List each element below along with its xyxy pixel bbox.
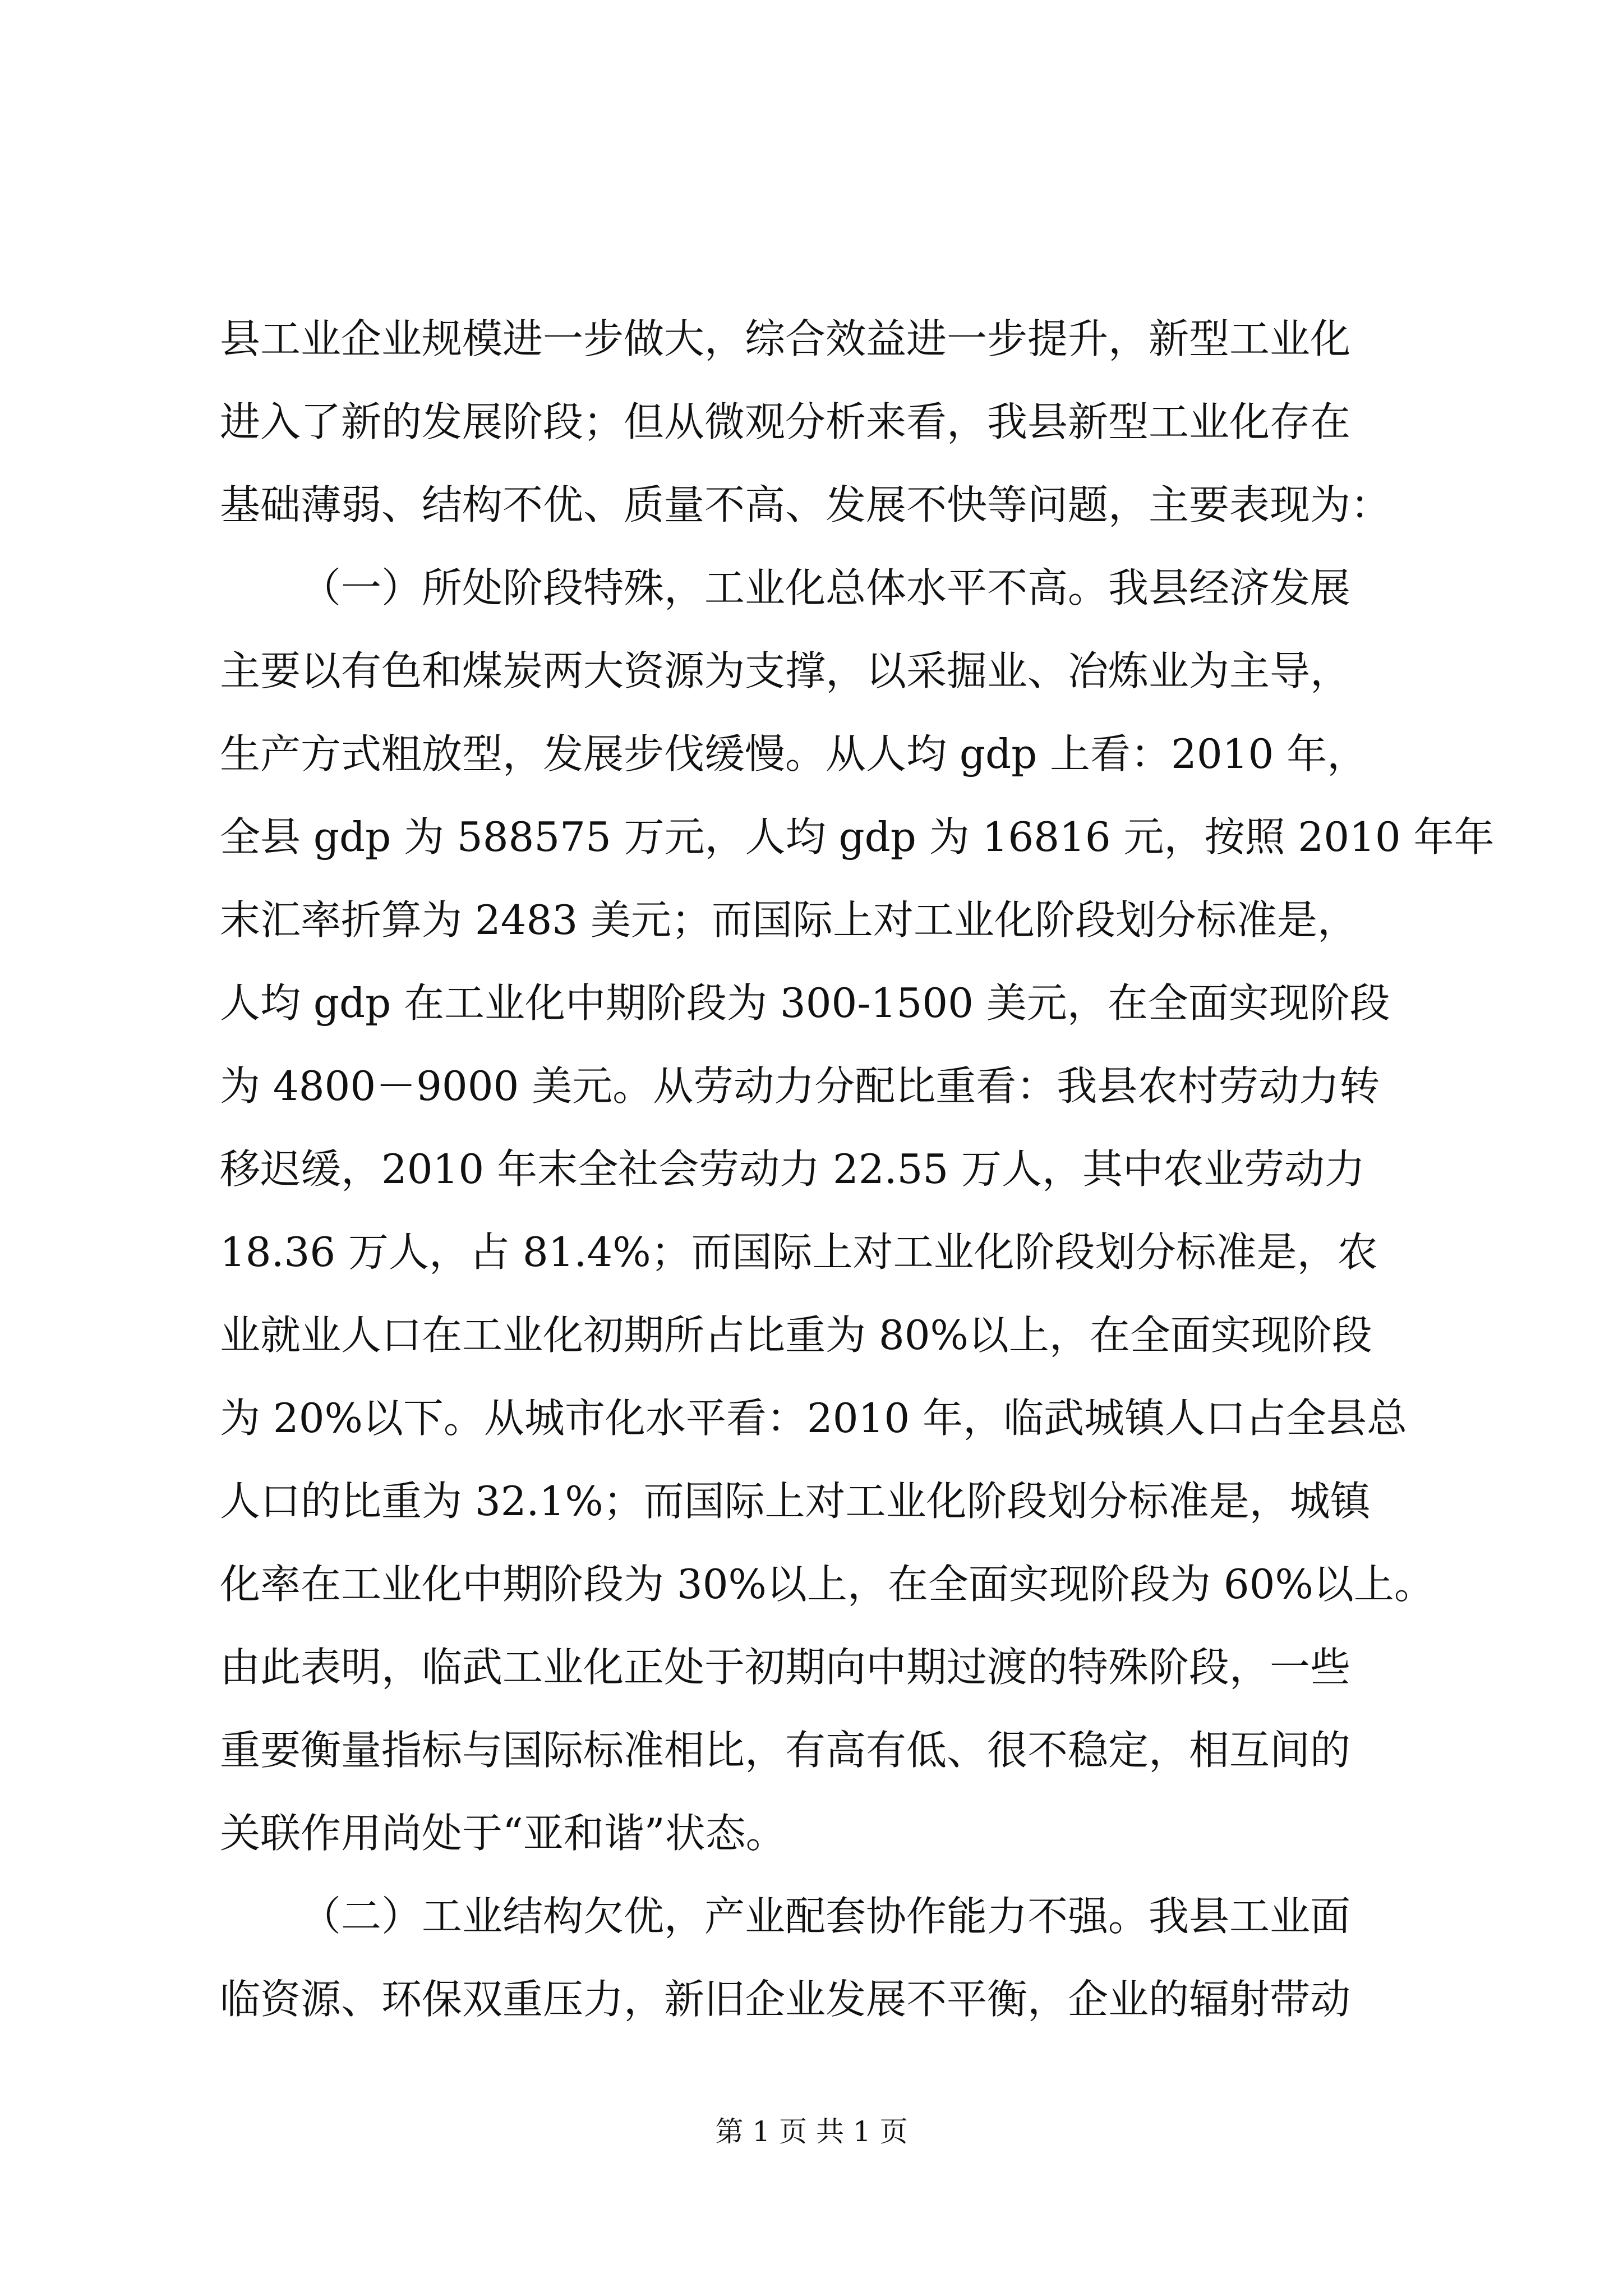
text-line: 业就业人口在工业化初期所占比重为 80%以上，在全面实现阶段: [220, 1312, 1372, 1359]
text-line: 全县 gdp 为 588575 万元，人均 gdp 为 16816 元，按照 2010 年年: [220, 813, 1495, 861]
text-line: 18.36 万人，占 81.4%；而国际上对工业化阶段划分标准是，农: [220, 1228, 1378, 1276]
document-body: [220, 297, 1495, 2041]
text-line: 进入了新的发展阶段；但从微观分析来看，我县新型工业化存在: [220, 398, 1351, 445]
text-line: 基础薄弱、结构不优、质量不高、发展不快等问题，主要表现为：: [220, 481, 1391, 528]
text-line: 生产方式粗放型，发展步伐缓慢。从人均 gdp 上看：2010 年，: [220, 730, 1368, 777]
text-line: 化率在工业化中期阶段为 30%以上，在全面实现阶段为 60%以上。: [220, 1561, 1435, 1608]
text-line: 重要衡量指标与国际标准相比，有高有低、很不稳定，相互间的: [220, 1727, 1351, 1774]
text-line: 人均 gdp 在工业化中期阶段为 300-1500 美元，在全面实现阶段: [220, 979, 1390, 1027]
text-line: 末汇率折算为 2483 美元；而国际上对工业化阶段划分标准是，: [220, 896, 1358, 944]
text-line: 移迟缓，2010 年末全社会劳动力 22.55 万人，其中农业劳动力: [220, 1145, 1366, 1193]
page-footer: 第 1 页 共 1 页: [715, 2115, 908, 2148]
text-line: 为 20%以下。从城市化水平看：2010 年，临武城镇人口占全县总: [220, 1395, 1408, 1442]
text-line: 主要以有色和煤炭两大资源为支撑，以采掘业、冶炼业为主导，: [220, 647, 1351, 694]
section-heading-line: （一）所处阶段特殊，工业化总体水平不高。我县经济发展: [301, 564, 1351, 611]
text-line: 人口的比重为 32.1%；而国际上对工业化阶段划分标准是，城镇: [220, 1478, 1371, 1525]
text-line: 为 4800－9000 美元。从劳动力分配比重看：我县农村劳动力转: [220, 1062, 1380, 1110]
text-line: 临资源、环保双重压力，新旧企业发展不平衡，企业的辐射带动: [220, 1976, 1351, 2023]
text-line: 由此表明，临武工业化正处于初期向中期过渡的特殊阶段，一些: [220, 1644, 1351, 1691]
text-line: 关联作用尚处于“亚和谐”状态。: [220, 1810, 786, 1857]
text-line: 县工业企业规模进一步做大，综合效益进一步提升，新型工业化: [220, 315, 1351, 362]
section-heading-line: （二）工业结构欠优，产业配套协作能力不强。我县工业面: [301, 1893, 1351, 1940]
